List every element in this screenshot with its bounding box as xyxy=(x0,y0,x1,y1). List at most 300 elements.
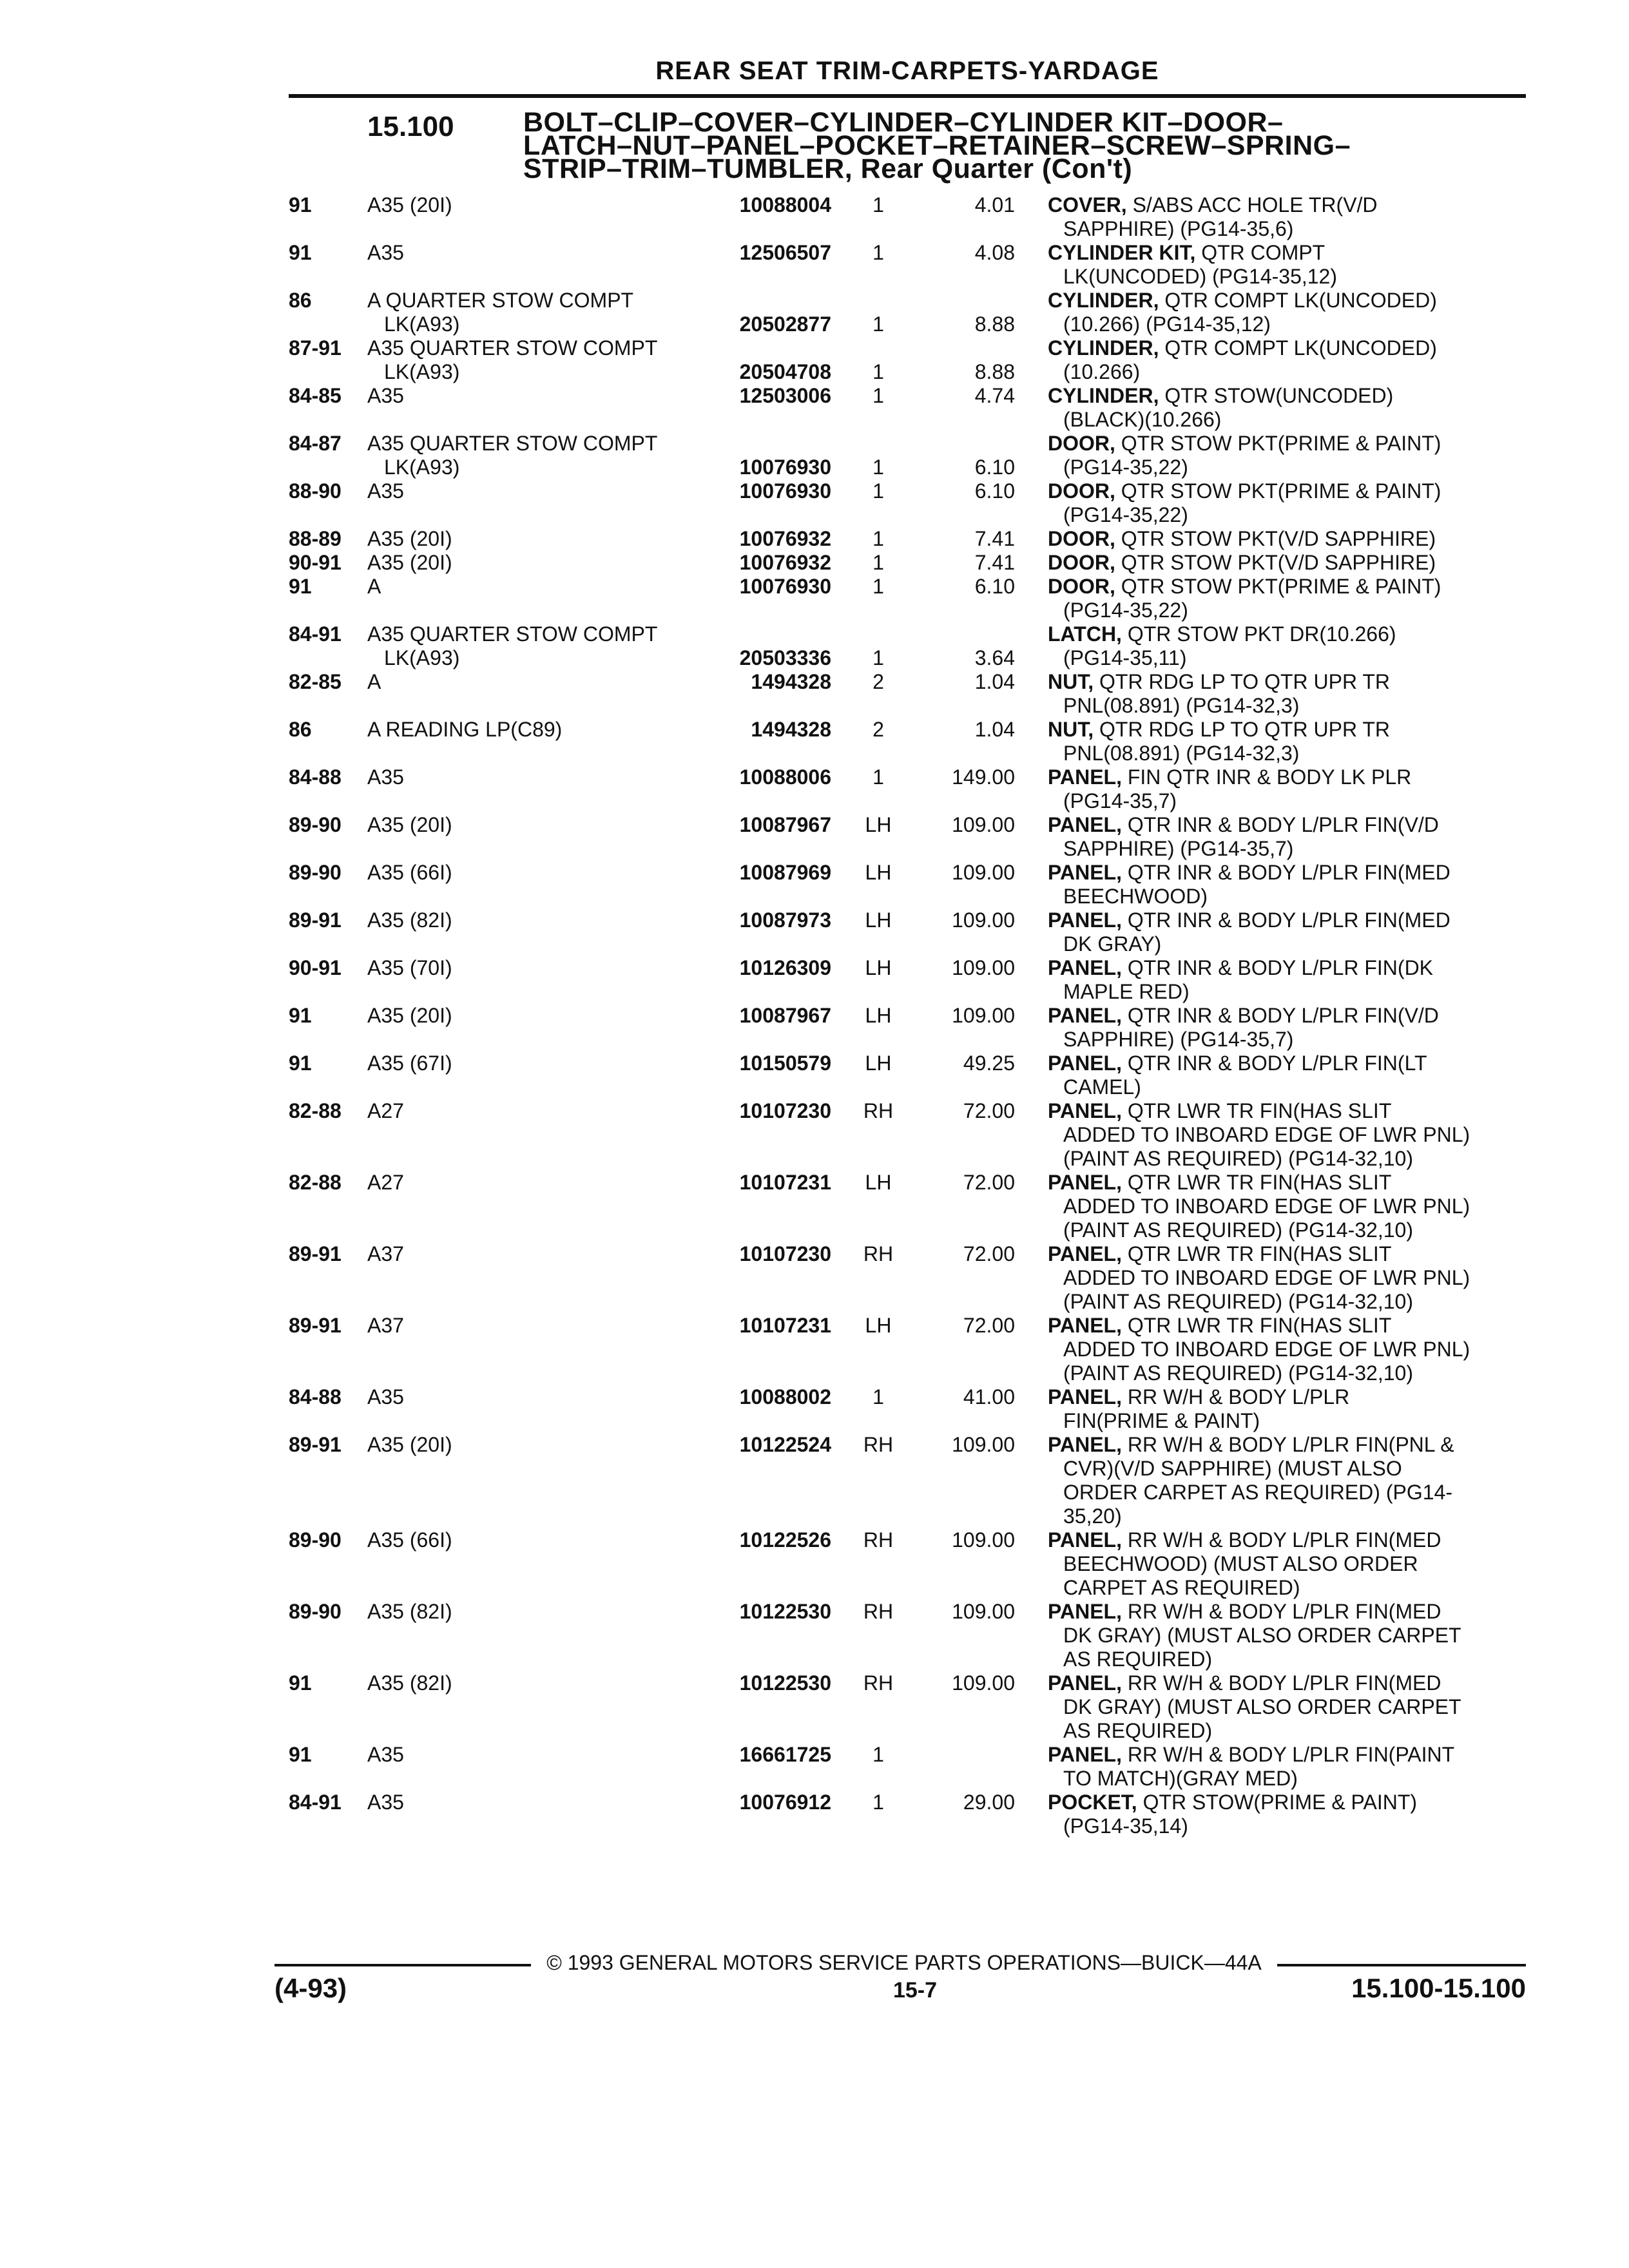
part-row xyxy=(0,956,1629,1004)
model-code xyxy=(367,432,657,479)
model-year: 91 xyxy=(289,1671,312,1695)
quantity: LH xyxy=(865,1171,892,1194)
model-code xyxy=(367,1433,452,1457)
model-code xyxy=(367,384,404,408)
description-line: DOOR, QTR STOW PKT(PRIME & PAINT) xyxy=(1048,575,1441,598)
part-name: CYLINDER, xyxy=(1048,289,1159,312)
model-code xyxy=(367,336,657,384)
part-number: 10122530 xyxy=(739,1600,831,1623)
quantity: RH xyxy=(863,1242,894,1265)
part-name: PANEL, xyxy=(1048,1600,1122,1623)
model-text: A35 (66I) xyxy=(367,861,452,884)
part-row xyxy=(0,1171,1629,1242)
description xyxy=(1048,551,1525,575)
description-line-continued: CVR)(V/D SAPPHIRE) (MUST ALSO xyxy=(1063,1457,1402,1480)
part-name: CYLINDER, xyxy=(1048,384,1159,407)
model-code xyxy=(367,1004,452,1028)
description-line-continued: PNL(08.891) (PG14-32,3) xyxy=(1063,694,1300,717)
description-line-continued: BEECHWOOD) xyxy=(1063,885,1208,908)
description-line-continued: (PAINT AS REQUIRED) (PG14-32,10) xyxy=(1063,1290,1413,1313)
description-line-continued: FIN(PRIME & PAINT) xyxy=(1063,1409,1260,1432)
part-row xyxy=(0,1004,1629,1052)
description-line: CYLINDER KIT, QTR COMPT xyxy=(1048,241,1325,264)
price: 8.88 xyxy=(974,312,1015,336)
part-number: 10088004 xyxy=(739,193,831,216)
part-number: 10088002 xyxy=(739,1385,831,1408)
model-year: 91 xyxy=(289,193,312,216)
model-text: A35 xyxy=(367,1385,404,1408)
description-line-continued: TO MATCH)(GRAY MED) xyxy=(1063,1767,1298,1790)
part-number: 10076930 xyxy=(739,575,831,598)
description xyxy=(1048,1791,1525,1838)
description-line: PANEL, QTR INR & BODY L/PLR FIN(LT xyxy=(1048,1052,1427,1075)
description-line-continued: (PG14-35,14) xyxy=(1063,1814,1188,1838)
description xyxy=(1048,479,1525,527)
part-number: 10087967 xyxy=(739,1004,831,1027)
description-line-continued: BEECHWOOD) (MUST ALSO ORDER xyxy=(1063,1552,1418,1575)
model-text: A35 xyxy=(367,384,404,407)
price: 109.00 xyxy=(952,1528,1015,1552)
model-text: A35 (20I) xyxy=(367,813,452,836)
model-year: 89-90 xyxy=(289,861,342,884)
part-row xyxy=(0,1671,1629,1743)
model-code xyxy=(367,289,633,336)
model-text: A35 QUARTER STOW COMPT xyxy=(367,336,658,360)
part-name: LATCH, xyxy=(1048,622,1122,646)
model-code xyxy=(367,622,657,670)
description-line: CYLINDER, QTR STOW(UNCODED) xyxy=(1048,384,1394,407)
description-line-continued: (PG14-35,22) xyxy=(1063,599,1188,622)
model-year: 84-87 xyxy=(289,432,342,455)
description-line-continued: ORDER CARPET AS REQUIRED) (PG14- xyxy=(1063,1481,1452,1504)
quantity: 1 xyxy=(872,527,884,550)
description-line: CYLINDER, QTR COMPT LK(UNCODED) xyxy=(1048,336,1437,360)
part-number: 12506507 xyxy=(739,241,831,264)
price: 109.00 xyxy=(952,1600,1015,1623)
price: 109.00 xyxy=(952,1671,1015,1695)
model-text: A xyxy=(367,575,381,598)
description-line-continued: ADDED TO INBOARD EDGE OF LWR PNL) xyxy=(1063,1266,1470,1289)
model-year: 86 xyxy=(289,718,312,741)
quantity: RH xyxy=(863,1099,894,1122)
price: 41.00 xyxy=(963,1385,1015,1408)
description xyxy=(1048,241,1525,289)
description-line: PANEL, FIN QTR INR & BODY LK PLR xyxy=(1048,765,1412,789)
price: 8.88 xyxy=(974,360,1015,383)
quantity: 1 xyxy=(872,312,884,336)
part-name: NUT, xyxy=(1048,670,1094,693)
description-line-continued: (PAINT AS REQUIRED) (PG14-32,10) xyxy=(1063,1218,1413,1242)
description-line-continued: DK GRAY) (MUST ALSO ORDER CARPET xyxy=(1063,1695,1461,1718)
part-row xyxy=(0,241,1629,289)
part-number: 10107231 xyxy=(739,1171,831,1194)
part-name: DOOR, xyxy=(1048,432,1115,455)
description xyxy=(1048,1314,1525,1385)
part-row xyxy=(0,1314,1629,1385)
description xyxy=(1048,1528,1525,1600)
part-row xyxy=(0,1743,1629,1791)
description xyxy=(1048,384,1525,432)
description-line: PANEL, QTR LWR TR FIN(HAS SLIT xyxy=(1048,1099,1392,1122)
section-title xyxy=(523,107,1490,184)
model-year: 87-91 xyxy=(289,336,342,360)
quantity: 1 xyxy=(872,765,884,789)
quantity: 2 xyxy=(872,670,884,693)
price: 4.01 xyxy=(974,193,1015,216)
part-row xyxy=(0,622,1629,670)
part-number: 10087973 xyxy=(739,908,831,932)
model-code xyxy=(367,765,404,789)
model-code xyxy=(367,1052,452,1075)
quantity: 1 xyxy=(872,551,884,574)
part-row xyxy=(0,765,1629,813)
model-text: A35 QUARTER STOW COMPT xyxy=(367,622,658,646)
description xyxy=(1048,622,1525,670)
part-row xyxy=(0,670,1629,718)
description-line-continued: DK GRAY) (MUST ALSO ORDER CARPET xyxy=(1063,1624,1461,1647)
description-line-continued: MAPLE RED) xyxy=(1063,980,1190,1003)
description-line: PANEL, QTR LWR TR FIN(HAS SLIT xyxy=(1048,1314,1392,1337)
description-line-continued: (PG14-35,11) xyxy=(1063,646,1187,669)
description-line-continued: AS REQUIRED) xyxy=(1063,1648,1213,1671)
part-number: 10076930 xyxy=(739,456,831,479)
model-year: 89-91 xyxy=(289,1433,342,1456)
part-name: PANEL, xyxy=(1048,813,1122,836)
footer-page-number: 15-7 xyxy=(892,1978,938,2003)
model-code xyxy=(367,813,452,837)
price: 7.41 xyxy=(974,551,1015,574)
model-year: 82-88 xyxy=(289,1171,342,1194)
model-code xyxy=(367,241,404,265)
price: 72.00 xyxy=(963,1099,1015,1122)
quantity: RH xyxy=(863,1671,894,1695)
model-text: A QUARTER STOW COMPT xyxy=(367,289,634,312)
part-name: CYLINDER KIT, xyxy=(1048,241,1196,264)
model-code xyxy=(367,527,452,551)
model-text-continued: LK(A93) xyxy=(384,312,460,336)
part-number: 10107230 xyxy=(739,1242,831,1265)
page-title: REAR SEAT TRIM-CARPETS-YARDAGE xyxy=(655,57,1159,85)
part-row xyxy=(0,336,1629,384)
description xyxy=(1048,718,1525,765)
footer-copyright: © 1993 GENERAL MOTORS SERVICE PARTS OPERATIONS—BUICK—44A xyxy=(546,1951,1262,1974)
description-line: DOOR, QTR STOW PKT(V/D SAPPHIRE) xyxy=(1048,551,1436,574)
part-number: 10122530 xyxy=(739,1671,831,1695)
description-line-continued: 35,20) xyxy=(1063,1504,1122,1528)
model-code xyxy=(367,1600,452,1624)
description-line-continued: (10.266) (PG14-35,12) xyxy=(1063,312,1271,336)
part-number: 10087969 xyxy=(739,861,831,884)
part-name: PANEL, xyxy=(1048,1004,1122,1027)
model-year: 91 xyxy=(289,575,312,598)
model-code xyxy=(367,1791,404,1814)
model-year: 89-90 xyxy=(289,1600,342,1623)
part-row xyxy=(0,551,1629,575)
model-code xyxy=(367,1171,404,1195)
section-title-line: STRIP–TRIM–TUMBLER, Rear Quarter (Con't) xyxy=(523,153,1133,184)
description-line: PANEL, RR W/H & BODY L/PLR FIN(PNL & xyxy=(1048,1433,1454,1456)
description xyxy=(1048,527,1525,551)
description xyxy=(1048,1099,1525,1171)
description-line: PANEL, QTR LWR TR FIN(HAS SLIT xyxy=(1048,1171,1392,1194)
model-text: A35 xyxy=(367,241,404,264)
description-line: PANEL, QTR INR & BODY L/PLR FIN(MED xyxy=(1048,861,1451,884)
description xyxy=(1048,1171,1525,1242)
model-text: A READING LP(C89) xyxy=(367,718,563,741)
model-code xyxy=(367,908,452,932)
model-year: 90-91 xyxy=(289,551,342,574)
description xyxy=(1048,1004,1525,1052)
quantity: 1 xyxy=(872,1743,884,1766)
quantity: 1 xyxy=(872,193,884,216)
model-year: 88-90 xyxy=(289,479,342,503)
quantity: RH xyxy=(863,1433,894,1456)
quantity: LH xyxy=(865,956,892,979)
part-number: 10076932 xyxy=(739,551,831,574)
part-number: 10088006 xyxy=(739,765,831,789)
part-number: 1494328 xyxy=(751,718,831,741)
header-rule xyxy=(289,94,1526,98)
part-number: 20503336 xyxy=(739,646,831,669)
model-code xyxy=(367,1385,404,1409)
part-number: 10122524 xyxy=(739,1433,831,1456)
part-name: DOOR, xyxy=(1048,527,1115,550)
part-name: PANEL, xyxy=(1048,1433,1122,1456)
part-name: PANEL, xyxy=(1048,1743,1122,1766)
part-number: 20504708 xyxy=(739,360,831,383)
part-row xyxy=(0,432,1629,479)
price: 4.08 xyxy=(974,241,1015,264)
part-row xyxy=(0,1791,1629,1838)
part-number: 10126309 xyxy=(739,956,831,979)
part-number: 10076930 xyxy=(739,479,831,503)
description-line-continued: CARPET AS REQUIRED) xyxy=(1063,1576,1300,1599)
part-name: PANEL, xyxy=(1048,1242,1122,1265)
price: 4.74 xyxy=(974,384,1015,407)
description-line: PANEL, RR W/H & BODY L/PLR FIN(MED xyxy=(1048,1600,1441,1623)
part-row xyxy=(0,1433,1629,1528)
description-line-continued: (10.266) xyxy=(1063,360,1141,383)
description-line-continued: (PG14-35,22) xyxy=(1063,503,1188,526)
quantity: 1 xyxy=(872,646,884,669)
model-year: 88-89 xyxy=(289,527,342,550)
description xyxy=(1048,289,1525,336)
description xyxy=(1048,1385,1525,1433)
description-line-continued: ADDED TO INBOARD EDGE OF LWR PNL) xyxy=(1063,1123,1470,1146)
part-row xyxy=(0,1099,1629,1171)
part-number: 10122526 xyxy=(739,1528,831,1552)
price: 29.00 xyxy=(963,1791,1015,1814)
model-text: A35 xyxy=(367,1743,404,1766)
price: 1.04 xyxy=(974,718,1015,741)
model-year: 89-90 xyxy=(289,1528,342,1552)
part-number: 20502877 xyxy=(739,312,831,336)
description-line: PANEL, RR W/H & BODY L/PLR FIN(PAINT xyxy=(1048,1743,1455,1766)
quantity: LH xyxy=(865,1052,892,1075)
part-number: 10150579 xyxy=(739,1052,831,1075)
description-line-continued: (BLACK)(10.266) xyxy=(1063,408,1222,431)
model-code xyxy=(367,1314,404,1338)
price: 72.00 xyxy=(963,1242,1015,1265)
description xyxy=(1048,908,1525,956)
footer-rule-right xyxy=(1277,1964,1526,1966)
description-line-continued: LK(UNCODED) (PG14-35,12) xyxy=(1063,265,1337,288)
quantity: LH xyxy=(865,861,892,884)
part-name: PANEL, xyxy=(1048,956,1122,979)
model-text: A35 xyxy=(367,1791,404,1814)
quantity: LH xyxy=(865,813,892,836)
section-number: 15.100 xyxy=(367,111,454,142)
price: 6.10 xyxy=(974,575,1015,598)
quantity: 1 xyxy=(872,241,884,264)
model-code xyxy=(367,1671,452,1695)
description xyxy=(1048,336,1525,384)
part-name: PANEL, xyxy=(1048,1171,1122,1194)
description-line-continued: ADDED TO INBOARD EDGE OF LWR PNL) xyxy=(1063,1195,1470,1218)
model-code xyxy=(367,1099,404,1123)
model-text-continued: LK(A93) xyxy=(384,646,460,669)
price: 109.00 xyxy=(952,1433,1015,1456)
description xyxy=(1048,1433,1525,1528)
description-line: POCKET, QTR STOW(PRIME & PAINT) xyxy=(1048,1791,1418,1814)
description-line-continued: SAPPHIRE) (PG14-35,6) xyxy=(1063,217,1294,240)
model-code xyxy=(367,193,452,217)
part-number: 10076912 xyxy=(739,1791,831,1814)
quantity: 1 xyxy=(872,575,884,598)
price: 109.00 xyxy=(952,908,1015,932)
part-name: PANEL, xyxy=(1048,1052,1122,1075)
description xyxy=(1048,1052,1525,1099)
part-name: CYLINDER, xyxy=(1048,336,1159,360)
model-year: 84-88 xyxy=(289,1385,342,1408)
quantity: 1 xyxy=(872,360,884,383)
quantity: LH xyxy=(865,1004,892,1027)
part-name: POCKET, xyxy=(1048,1791,1137,1814)
part-name: PANEL, xyxy=(1048,1671,1122,1695)
description-line: CYLINDER, QTR COMPT LK(UNCODED) xyxy=(1048,289,1437,312)
description-line-continued: (PG14-35,7) xyxy=(1063,789,1177,812)
part-number: 10076932 xyxy=(739,527,831,550)
model-code xyxy=(367,1528,452,1552)
description-line: PANEL, RR W/H & BODY L/PLR FIN(MED xyxy=(1048,1528,1441,1552)
price: 1.04 xyxy=(974,670,1015,693)
model-text: A35 (20I) xyxy=(367,527,452,550)
part-name: PANEL, xyxy=(1048,1314,1122,1337)
price: 72.00 xyxy=(963,1314,1015,1337)
quantity: LH xyxy=(865,908,892,932)
description-line: PANEL, RR W/H & BODY L/PLR FIN(MED xyxy=(1048,1671,1441,1695)
description-line-continued: ADDED TO INBOARD EDGE OF LWR PNL) xyxy=(1063,1338,1470,1361)
description-line: PANEL, QTR INR & BODY L/PLR FIN(V/D xyxy=(1048,813,1439,836)
part-row xyxy=(0,575,1629,622)
footer-section-range: 15.100-15.100 xyxy=(1351,1973,1526,2003)
description-line: PANEL, QTR INR & BODY L/PLR FIN(V/D xyxy=(1048,1004,1439,1027)
footer-rule-left xyxy=(275,1964,531,1966)
part-name: PANEL, xyxy=(1048,861,1122,884)
part-name: DOOR, xyxy=(1048,479,1115,503)
model-year: 89-90 xyxy=(289,813,342,836)
model-text: A35 QUARTER STOW COMPT xyxy=(367,432,658,455)
part-row xyxy=(0,861,1629,908)
part-name: PANEL, xyxy=(1048,1385,1122,1408)
part-name: NUT, xyxy=(1048,718,1094,741)
model-text: A35 (20I) xyxy=(367,193,452,216)
part-name: DOOR, xyxy=(1048,551,1115,574)
model-text: A27 xyxy=(367,1099,404,1122)
part-number: 12503006 xyxy=(739,384,831,407)
description xyxy=(1048,861,1525,908)
description-line-continued: (PAINT AS REQUIRED) (PG14-32,10) xyxy=(1063,1361,1413,1385)
part-number: 16661725 xyxy=(739,1743,831,1766)
description xyxy=(1048,1242,1525,1314)
part-name: PANEL, xyxy=(1048,1528,1122,1552)
description xyxy=(1048,575,1525,622)
description xyxy=(1048,1671,1525,1743)
description xyxy=(1048,670,1525,718)
description-line-continued: SAPPHIRE) (PG14-35,7) xyxy=(1063,1028,1294,1051)
model-text: A35 (20I) xyxy=(367,551,452,574)
model-text-continued: LK(A93) xyxy=(384,456,460,479)
model-year: 91 xyxy=(289,1743,312,1766)
description-line: PANEL, QTR INR & BODY L/PLR FIN(MED xyxy=(1048,908,1451,932)
model-code xyxy=(367,861,452,885)
description-line: NUT, QTR RDG LP TO QTR UPR TR xyxy=(1048,670,1391,693)
part-row xyxy=(0,1052,1629,1099)
description-line: DOOR, QTR STOW PKT(V/D SAPPHIRE) xyxy=(1048,527,1436,550)
model-year: 91 xyxy=(289,241,312,264)
description-line-continued: SAPPHIRE) (PG14-35,7) xyxy=(1063,837,1294,860)
description-line-continued: (PG14-35,22) xyxy=(1063,456,1188,479)
part-name: DOOR, xyxy=(1048,575,1115,598)
price: 49.25 xyxy=(963,1052,1015,1075)
model-code xyxy=(367,718,562,742)
model-text: A35 (20I) xyxy=(367,1433,452,1456)
model-code xyxy=(367,575,381,599)
quantity: 2 xyxy=(872,718,884,741)
price: 72.00 xyxy=(963,1171,1015,1194)
quantity: RH xyxy=(863,1600,894,1623)
part-row xyxy=(0,1528,1629,1600)
section-title-line: LATCH–NUT–PANEL–POCKET–RETAINER–SCREW–SPRING– xyxy=(523,130,1351,161)
part-number: 10107231 xyxy=(739,1314,831,1337)
part-row xyxy=(0,384,1629,432)
part-row xyxy=(0,718,1629,765)
description-line: PANEL, QTR LWR TR FIN(HAS SLIT xyxy=(1048,1242,1392,1265)
description-line-continued: DK GRAY) xyxy=(1063,932,1162,956)
model-text: A27 xyxy=(367,1171,404,1194)
model-text: A35 (82I) xyxy=(367,908,452,932)
section-title-line: BOLT–CLIP–COVER–CYLINDER–CYLINDER KIT–DOOR– xyxy=(523,107,1284,138)
description-line: NUT, QTR RDG LP TO QTR UPR TR xyxy=(1048,718,1391,741)
model-text: A xyxy=(367,670,381,693)
model-code xyxy=(367,1743,404,1767)
part-number: 10107230 xyxy=(739,1099,831,1122)
description xyxy=(1048,1600,1525,1671)
model-text: A37 xyxy=(367,1242,404,1265)
description-line-continued: CAMEL) xyxy=(1063,1075,1141,1099)
description-line: COVER, S/ABS ACC HOLE TR(V/D xyxy=(1048,193,1378,216)
quantity: 1 xyxy=(872,1385,884,1408)
part-name: COVER, xyxy=(1048,193,1127,216)
description xyxy=(1048,193,1525,241)
model-code xyxy=(367,670,381,694)
part-name: PANEL, xyxy=(1048,1099,1122,1122)
model-text: A35 (20I) xyxy=(367,1004,452,1027)
part-row xyxy=(0,1242,1629,1314)
description-line: DOOR, QTR STOW PKT(PRIME & PAINT) xyxy=(1048,479,1441,503)
price: 6.10 xyxy=(974,479,1015,503)
quantity: 1 xyxy=(872,456,884,479)
